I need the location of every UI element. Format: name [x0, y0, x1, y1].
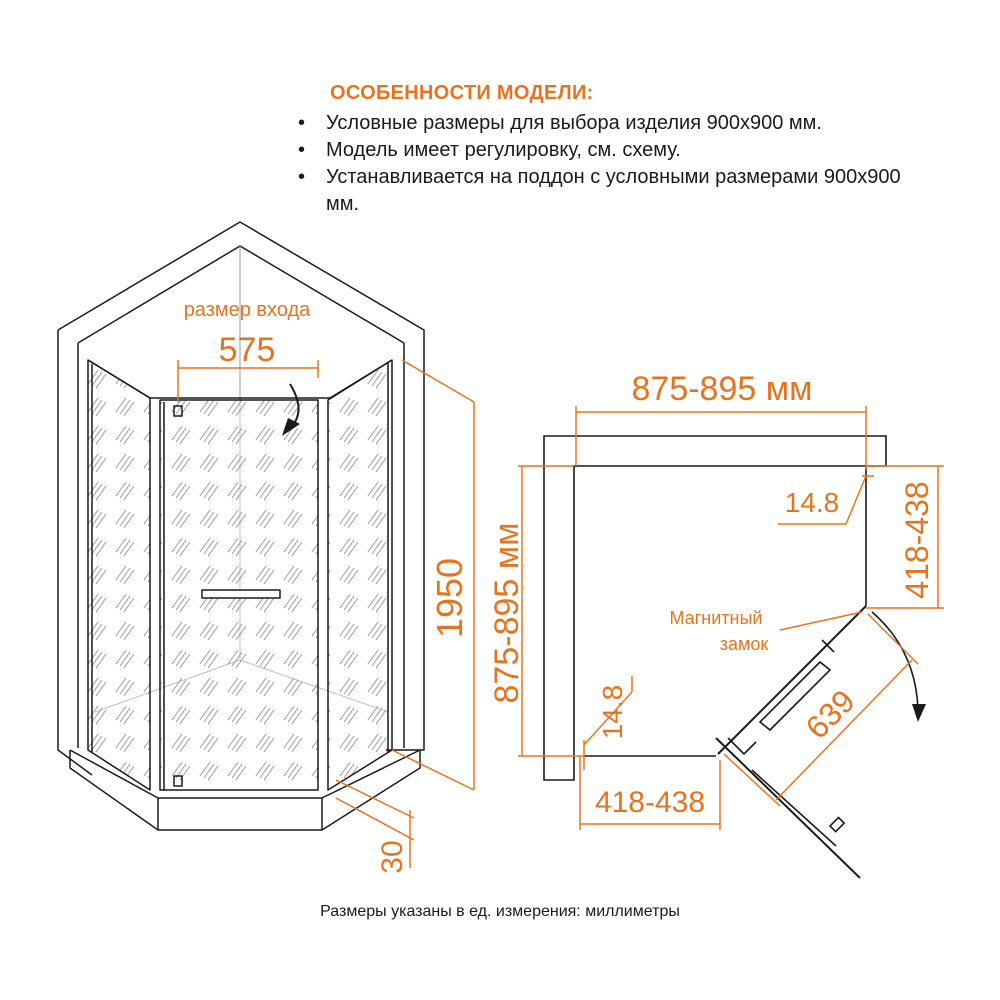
plan-profile-top-label: 14.8 — [784, 487, 840, 518]
entrance-label: размер входа — [183, 299, 311, 321]
plan-width-side-label: 875-895 мм — [488, 522, 526, 704]
plan-profile-left-label: 14.8 — [597, 684, 628, 740]
footer-note: Размеры указаны в ед. измерения: миллиметры — [320, 903, 680, 920]
plan-door-open — [716, 738, 860, 878]
magnet-label-line2: замок — [719, 634, 769, 654]
wall-top-inner — [78, 246, 404, 343]
glass-panel-right — [328, 360, 392, 790]
plan-door-width-label: 639 — [798, 682, 862, 746]
plan-width-top-label: 875-895 мм — [631, 370, 813, 408]
tray-height-label: 30 — [376, 840, 409, 874]
feature-item: • Устанавливается на поддон с условными размерами 900х900 мм. — [296, 164, 936, 218]
plan-door-closed — [718, 606, 866, 754]
feature-item: • Модель имеет регулировку, см. схему. — [296, 137, 936, 164]
feature-item: • Условные размеры для выбора изделия 900х900 мм. — [296, 110, 936, 137]
plan-handle-end — [822, 640, 834, 652]
plan-segment-right-label: 418-438 — [899, 481, 935, 599]
swing-arrow-icon — [872, 612, 926, 722]
entrance-width-label: 575 — [218, 331, 276, 369]
glass-panel-left — [88, 360, 150, 790]
height-label: 1950 — [429, 557, 470, 639]
features-title: ОСОБЕННОСТИ МОДЕЛИ: — [330, 82, 594, 104]
wall-left-edge — [58, 330, 92, 775]
plan-segment-bottom-label: 418-438 — [594, 786, 706, 819]
magnet-label-line1: Магнитный — [669, 608, 763, 628]
plan-width-top-dimension — [576, 406, 866, 470]
door-handle[interactable] — [202, 590, 280, 598]
plan-handle-bracket — [830, 818, 844, 832]
